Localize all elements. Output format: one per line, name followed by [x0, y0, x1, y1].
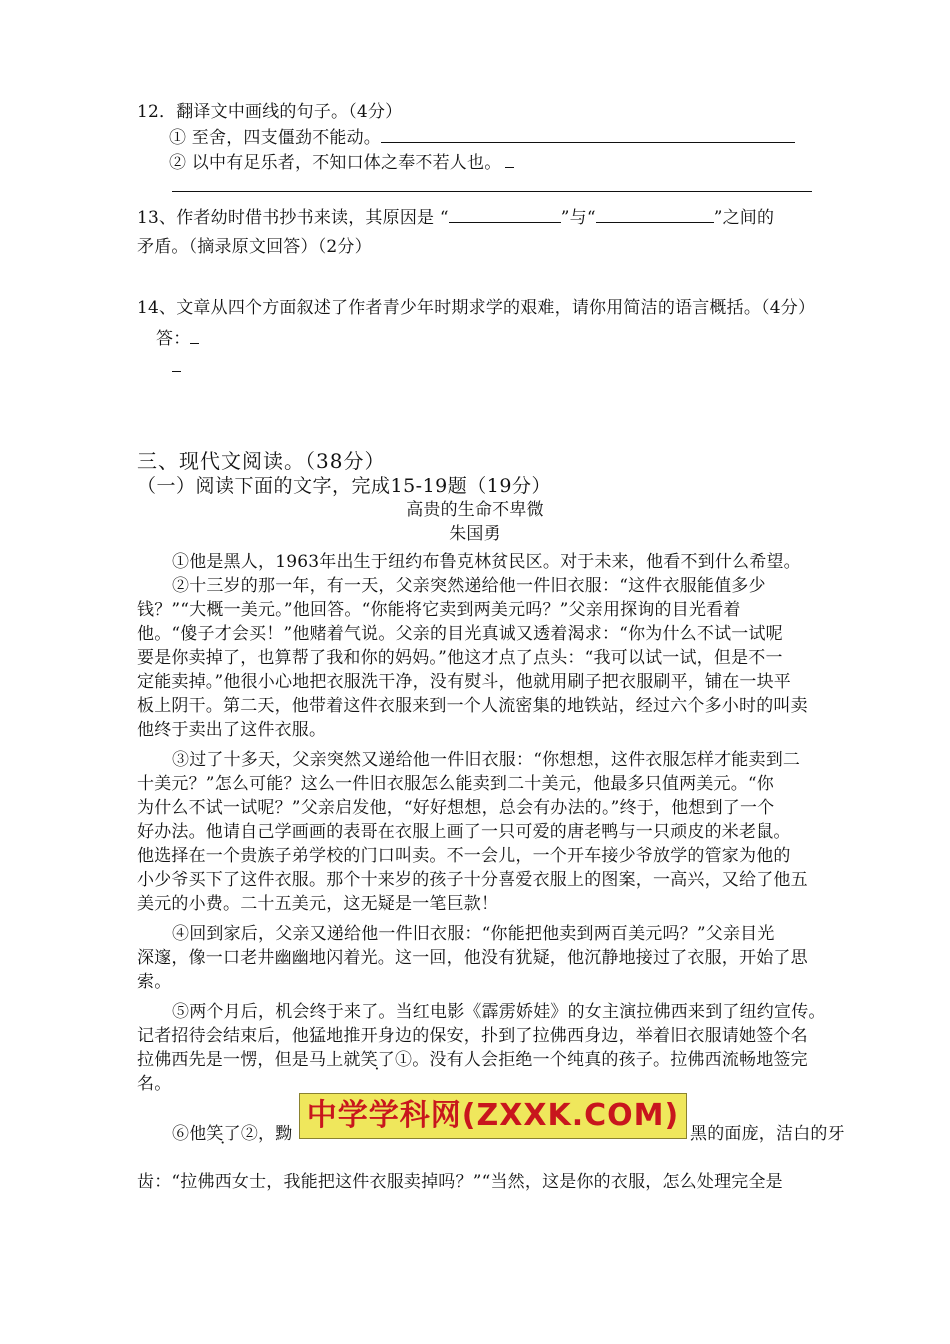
article-p2-line: 定能卖掉。”他很小心地把衣服洗干净，没有熨斗，他就用刷子把衣服刷平，铺在一块平	[137, 672, 791, 692]
article-p4-line: 深邃，像一口老井幽幽地闪着光。这一回，他没有犹疑，他沉静地接过了衣服，开始了思	[137, 948, 808, 968]
q12-stem: 12．翻译文中画线的句子。（4分）	[137, 102, 403, 122]
article-paragraph-1: ①他是黑人，1963年出生于纽约布鲁克林贫民区。对于未来，他看不到什么希望。	[172, 552, 801, 572]
article-p6-line-1b: 黑的面庞，洁白的牙	[690, 1124, 845, 1144]
q12-answer-line[interactable]	[172, 191, 812, 192]
article-author: 朱国勇	[449, 524, 501, 544]
q13-blank-2[interactable]	[596, 204, 714, 223]
article-p3-line: 为什么不试一试呢？”父亲启发他，“好好想想，总会有办法的。”终于，他想到了一个	[137, 798, 775, 818]
article-p4-line: ④回到家后，父亲又递给他一件旧衣服：“你能把他卖到两百美元吗？”父亲目光	[172, 924, 775, 944]
q14-answer: 答：	[156, 327, 199, 351]
article-p2-line: 他。“傻子才会买！”他赌着气说。父亲的目光真诚又透着渴求：“你为什么不试一试呢	[137, 624, 783, 644]
section-3-subtitle: （一）阅读下面的文字，完成15-19题（19分）	[137, 475, 551, 497]
article-p2-line: 要是你卖掉了，也算帮了我和你的妈妈。”他这才点了点头：“我可以试一试，但是不一	[137, 648, 783, 668]
article-p4-line: 索。	[137, 972, 172, 992]
article-p5-line: ⑤两个月后，机会终于来了。当红电影《霹雳娇娃》的女主演拉佛西来到了纽约宣传。	[172, 1002, 826, 1022]
emphasis-dotted-text: 笑了	[360, 1050, 396, 1070]
article-p5-line: 记者招待会结束后，他猛地推开身边的保安，扑到了拉佛西身边，举着旧衣服请她签个名	[137, 1026, 808, 1046]
article-p6-line-2: 齿：“拉佛西女士，我能把这件衣服卖掉吗？”“当然，这是你的衣服，怎么处理完全是	[137, 1172, 783, 1192]
watermark-banner: 中学学科网(ZXXK.COM)	[299, 1093, 687, 1139]
article-p3-line: 小少爷买下了这件衣服。那个十来岁的孩子十分喜爱衣服上的图案，一高兴，又给了他五	[137, 870, 808, 890]
article-title: 高贵的生命不卑微	[406, 500, 544, 520]
q14-answer-dash-2[interactable]	[172, 355, 181, 372]
article-p3-line: 他选择在一个贵族子弟学校的门口叫卖。不一会儿，一个开车接少爷放学的管家为他的	[137, 846, 791, 866]
article-p3-line: 好办法。他请自己学画画的表哥在衣服上画了一只可爱的唐老鸭与一只顽皮的米老鼠。	[137, 822, 791, 842]
q14-stem: 14、文章从四个方面叙述了作者青少年时期求学的艰难，请你用简洁的语言概括。（4分）	[137, 298, 816, 318]
article-p5-line-3: 拉佛西先是一愣，但是马上就笑了①。没有人会拒绝一个纯真的孩子。拉佛西流畅地签完	[137, 1050, 808, 1070]
q12-answer-blank-1[interactable]	[381, 124, 795, 143]
emphasis-dotted-text: 笑了	[206, 1124, 241, 1144]
article-p2-line: 板上阴干。第二天，他带着这件衣服来到一个人流密集的地铁站，经过六个多小时的叫卖	[137, 696, 808, 716]
q12-sentence-2: ② 以中有足乐者，不知口体之奉不若人也。	[169, 151, 514, 175]
article-p3-line: 美元的小费。二十五美元，这无疑是一笔巨款！	[137, 894, 499, 914]
q14-answer-dash-1[interactable]	[190, 327, 199, 344]
article-p2-line: 钱？”“大概一美元。”他回答。“你能将它卖到两美元吗？”父亲用探询的目光看着	[137, 600, 741, 620]
article-p6-line-1a: ⑥他笑了②，黝	[172, 1124, 293, 1144]
q13-blank-1[interactable]	[449, 204, 561, 223]
section-3-title: 三、现代文阅读。（38分）	[137, 449, 386, 473]
q13-line-1: 13、作者幼时借书抄书来读，其原因是 “ ”与“ ”之间的	[137, 204, 774, 230]
article-p3-line: ③过了十多天，父亲突然又递给他一件旧衣服：“你想想，这件衣服怎样才能卖到二	[172, 750, 801, 770]
q12-answer-dash[interactable]	[505, 151, 514, 168]
article-p3-line: 十美元？”怎么可能？这么一件旧衣服怎么能卖到二十美元，他最多只值两美元。“你	[137, 774, 774, 794]
q14-answer-line-2	[172, 355, 181, 379]
q13-line-2: 矛盾。（摘录原文回答）（2分）	[137, 237, 372, 257]
article-p2-line: 他终于卖出了这件衣服。	[137, 720, 327, 740]
article-p5-line-4: 名。	[137, 1074, 172, 1094]
q12-sentence-1: ① 至舍，四支僵劲不能动。	[169, 124, 795, 150]
article-p2-line: ②十三岁的那一年，有一天，父亲突然递给他一件旧衣服：“这件衣服能值多少	[172, 576, 766, 596]
